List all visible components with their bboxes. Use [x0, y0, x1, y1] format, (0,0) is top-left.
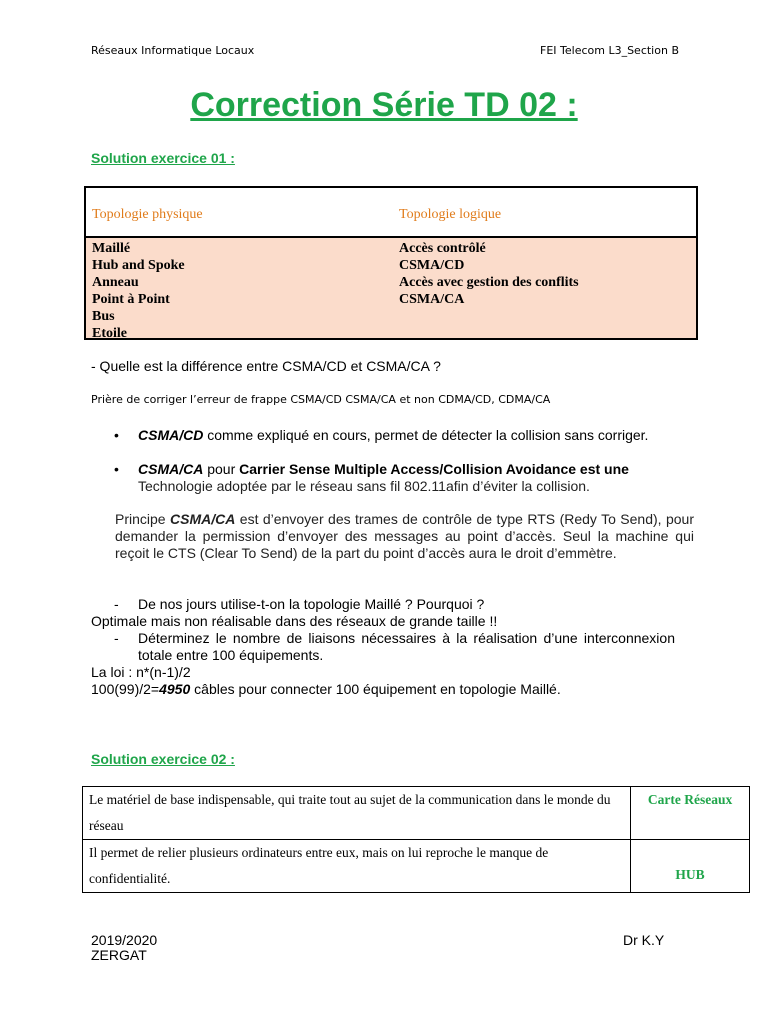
section-heading-ex1: Solution exercice 01 :	[91, 150, 235, 166]
table-cell-question: Il permet de relier plusieurs ordinateurs entre eux, mais on lui reproche le manque de confidentialité.	[83, 840, 631, 893]
logical-column	[399, 240, 579, 308]
dash-icon: -	[114, 630, 119, 646]
answer-maille: Optimale mais non réalisable dans des réseaux de grande taille !!	[91, 613, 498, 629]
col-header-physical: Topologie physique	[92, 207, 203, 222]
term-csma-cd: CSMA/CD	[138, 427, 204, 443]
table-cell: Hub and Spoke	[92, 258, 185, 273]
table-cell: Anneau	[92, 275, 139, 290]
footer-year: 2019/2020	[91, 932, 158, 948]
question-maille: De nos jours utilise-t-on la topologie Maillé ? Pourquoi ?	[138, 596, 485, 612]
header-left: Réseaux Informatique Locaux	[91, 44, 255, 57]
footer-name: ZERGAT	[91, 947, 147, 963]
question-csma: - Quelle est la différence entre CSMA/CD et CSMA/CA ?	[91, 358, 441, 374]
bullet-text: Technologie adoptée par le réseau sans fil 802.11afin d’éviter la collision.	[138, 478, 590, 494]
table-cell-answer: HUB	[631, 840, 750, 893]
bullet-text: comme expliqué en cours, permet de détecter la collision sans corriger.	[203, 427, 649, 443]
term-csma-ca: CSMA/CA	[138, 461, 204, 477]
table-row	[83, 787, 750, 840]
header-right: FEI Telecom L3_Section B	[540, 44, 679, 57]
principe-text: est d’envoyer des trames de contrôle de type RTS (Redy To Send), pour demander la permission d’envoyer des messages au point d’accès. Seul la machine qui reçoit le CTS (Clear To Send) de la part du point d’accès aura le droit d’emmètre.	[115, 511, 695, 561]
bullet-csma-ca	[138, 461, 698, 495]
footer-left	[91, 933, 157, 963]
table-cell: Accès contrôlé	[399, 241, 486, 256]
formula-loi: La loi : n*(n-1)/2	[91, 664, 191, 680]
bullet-csma-cd	[138, 427, 694, 444]
page-title: Correction Série TD 02 :	[190, 86, 578, 124]
question-liaisons: Déterminez le nombre de liaisons nécessaires à la réalisation d’une interconnexion totale entre 100 équipements.	[138, 630, 675, 663]
topology-table-body	[86, 238, 696, 341]
table-cell: CSMA/CA	[399, 292, 465, 307]
bullet-icon: •	[114, 427, 119, 443]
table-row	[83, 840, 750, 893]
calc-text: câbles pour connecter 100 équipement en topologie Maillé.	[190, 681, 561, 697]
principe-start: Principe	[115, 511, 171, 527]
dash-icon: -	[114, 596, 119, 612]
principe-paragraph	[115, 511, 694, 562]
term-csma-ca: CSMA/CA	[170, 511, 236, 527]
table-cell: CSMA/CD	[399, 258, 465, 273]
table-cell-question: Le matériel de base indispensable, qui traite tout au sujet de la communication dans le monde du réseau	[83, 787, 631, 840]
calc-value: 4950	[159, 681, 191, 697]
table-cell: Etoile	[92, 326, 127, 341]
col-header-logical: Topologie logique	[399, 207, 502, 222]
physical-column	[92, 240, 185, 342]
bullet-text: pour	[203, 461, 240, 477]
table-cell: Accès avec gestion des conflits	[399, 275, 579, 290]
table-cell: Maillé	[92, 241, 131, 256]
table-cell: Point à Point	[92, 292, 170, 307]
topology-table	[84, 186, 698, 340]
topology-table-header	[86, 188, 696, 238]
calculation	[91, 681, 561, 698]
section-heading-ex2: Solution exercice 02 :	[91, 751, 235, 767]
footer-author: Dr K.Y	[623, 932, 665, 948]
bullet-bold-text: Carrier Sense Multiple Access/Collision Avoidance est une	[239, 461, 629, 477]
typo-note: Prière de corriger l’erreur de frappe CSMA/CD CSMA/CA et non CDMA/CD, CDMA/CA	[91, 393, 551, 406]
calc-start: 100(99)/2=	[91, 681, 160, 697]
materiel-table	[82, 786, 750, 893]
table-cell-answer: Carte Réseaux	[631, 787, 750, 840]
table-cell: Bus	[92, 309, 115, 324]
bullet-icon: •	[114, 461, 119, 477]
